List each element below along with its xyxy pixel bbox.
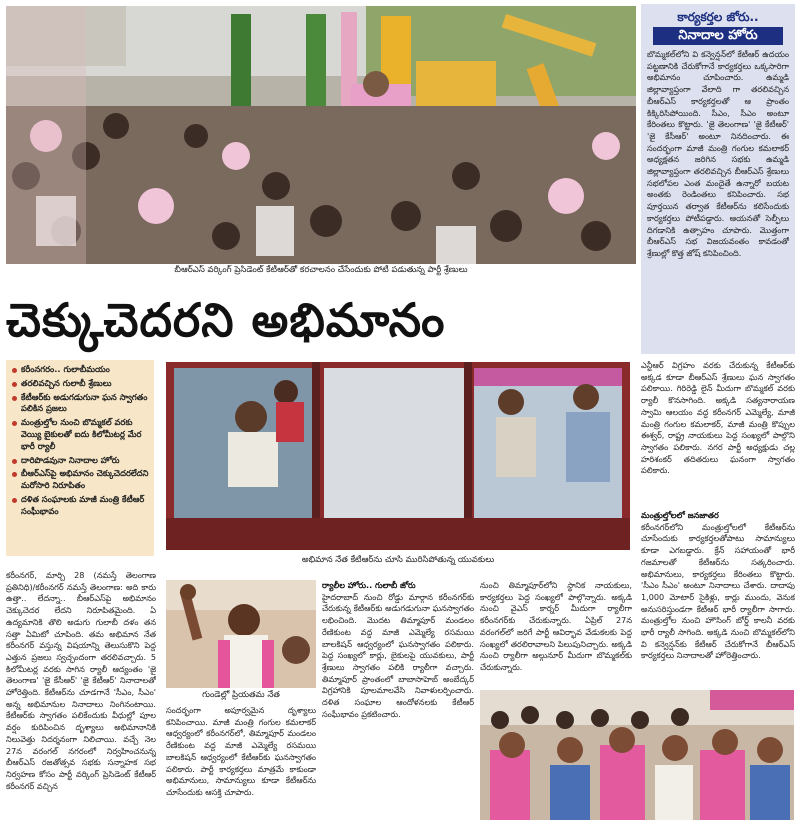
column-5-subhead: మంత్రుల్తోలలో జనజాతర	[641, 510, 719, 520]
sidebar-box	[641, 4, 795, 354]
column-4-text: నుంచి తిమ్మాపూర్‌లోని స్థానిక నాయకులు, కార్యకర్తలు పెద్ద సంఖ్యలో పాల్గొన్నారు. అక్కడి నుంచి వైఎస్ కార్నర్ మీదుగా ర్యాలీగా కరీంనగర్‌కు చేరుకున్నారు. ఏప్రిల్ 27న వరంగల్‌లో జరిగే పార్టీ ఆవిర్భావ వేడుకలకు పెద్ద సంఖ్యలో తరలిరావాలని పిలుపునిచ్చారు. అక్కడి నుంచి ర్యాలీగా అల్గునూర్ మీదుగా బొమ్మకల్‌కు చేరుకున్నారు.	[480, 580, 632, 672]
middle-photo-caption: అభిమాన నేత కేటీఆర్‌ను చూసి మురిసిపోతున్న యువకులు	[301, 555, 495, 565]
column-5-bottom	[641, 510, 795, 690]
middle-photo-youths	[166, 362, 630, 550]
small-photo-supporter	[166, 580, 316, 688]
column-5-top-text: ఎన్టీఆర్ విగ్రహం వరకు చేరుకున్న కేటీఆర్‌కు అక్కడ కూడా బీఆర్‌ఎస్ శ్రేణులు ఘన స్వాగతం పలికాయి. గిరిరెడ్డి లైన్ మీదుగా బొమ్మకల్ వరకు ర్యాలీ కొనసాగింది. అక్కడి సత్యనారాయణ స్వామి ఆలయం వద్ద కరీంనగర్ ఎమ్మెల్యే, మాజీ మంత్రి గంగుల కమలాకర్, మాజీ మంత్రి కొప్పుల ఈశ్వర్, రాష్ట్ర నాయకులు పెద్ద సంఖ్యలో పాల్గొని స్వాగతం పలికారు. నగర పార్టీ అధ్యక్షుడు చల్ల హరిశంకర్ తదితరులు ఘనంగా స్వాగతం పలికారు.	[641, 360, 795, 476]
column-3-text: హైదరాబాద్ నుంచి రోడ్డు మార్గాన కరీంనగర్‌కు చేరుకున్న కేటీఆర్‌కు అడుగడుగునా ఘనస్వాగతం లభించింది. మొదట తిమ్మాపూర్ మండలం రేణికుంట వద్ద మాజీ ఎమ్మెల్యే రసమయి బాలకిషన్ ఆధ్వర్యంలో ఘనస్వాగతం పలికారు. పెద్ద సంఖ్యలో కార్లు, బైకులపై యువకులు, పార్టీ శ్రేణులు స్వాగతం పలికి ర్యాలీగా వచ్చారు. తిమ్మాపూర్ ప్రాంతంలో బాబాసాహెబ్ అంబేద్కర్ విగ్రహానికి పూలమాలవేసి నివాళులర్పించారు. దళిత సంఘాల ఆందోళనలకు కేటీఆర్ సంఘీభావం ప్రకటించారు.	[322, 591, 474, 719]
bottom-photo-women	[480, 690, 794, 820]
top-photo-crowd	[6, 6, 636, 264]
top-photo-caption: బీఆర్‌ఎస్ వర్కింగ్ ప్రెసిడెంట్ కేటీఆర్‌తో కరచాలనం చేసేందుకు పోటీ పడుతున్న పార్టీ శ్రేణులు	[174, 265, 468, 275]
highlight-item: దళిత సంఘాలకు మాజీ మంత్రి కేటీఆర్ సంఘీభావం	[10, 494, 150, 518]
headline: చెక్కుచెదరని అభిమానం	[6, 293, 446, 347]
column-3	[322, 580, 474, 820]
column-1-text: కరీంనగర్, మార్చి 28 (నమస్తే తెలంగాణ ప్రతినిధి)/కరీంనగర్ నమస్తే తెలంగాణ: అది కారు ఉత్తా.. లేదన్నా.. బీఆర్‌ఎస్‌పై అభిమానం చెక్కుచెదర లేదని నిరూపితమైంది. ఏ ఉద్యమానికి తొలి అడుగు గులాబీ దళం తన సత్తా ఏమిటో చూపింది. తమ అభిమాన నేత కరీంనగర్ వస్తున్న విషయాన్ని తెలుసుకొని పెద్ద ఎత్తున ప్రజలు స్వచ్ఛందంగా తరలివచ్చారు. 5 కిలోమీటర్ల వరకు సాగిన ర్యాలీ ఆద్యంతం 'జై తెలంగాణ' 'జై కేసీఆర్' 'జై కేటీఆర్' నినాదాలతో హోరెత్తింది. కేటీఆర్‌ను చూడగానే 'సీఎం, సీఎం' అన్న అభిమానుల నినాదాలు నింగినంటాయి. కేటీఆర్‌కు స్వాగతం పలికేందుకు వీధుల్లో పూల వర్షం కురిపించిన దృశ్యాలు అభిమానానికి నిలువెత్తు నిదర్శనంగా నిలిచాయి. వచ్చే నెల 27న వరంగల్ నగరంలో నిర్వహించనున్న బీఆర్‌ఎస్ రజతోత్సవ సభకు సన్నాహక సభ నిర్వహణ కోసం పార్టీ వర్కింగ్ ప్రెసిడెంట్ కేటీఆర్ కరీంనగర్ వచ్చిన	[6, 570, 156, 791]
highlight-item: కరీంనగరం.. గులాబీమయం	[10, 364, 150, 376]
highlight-item: బీఆర్‌ఎస్‌పై అభిమానం చెక్కుచెదరలేదని మరోసారి నిరూపితం	[10, 468, 150, 492]
sidebar-heading-2: నినాదాల హోరు	[653, 27, 783, 45]
highlight-item: కేటీఆర్‌కు అడుగడుగునా ఘన స్వాగతం పలికిన ప్రజలు	[10, 392, 150, 416]
highlights-box	[6, 360, 154, 556]
sidebar-body: బొమ్మకల్‌లోని వి కన్వెన్షన్‌లో కేటీఆర్ ఉదయం పట్టణానికి చేరుకోగానే కార్యకర్తలు ఒక్కసారిగా అభిమానం చూపించారు. ఉమ్మడి జిల్లావ్యాప్తంగా వేలాది గా తరలివచ్చిన బీఆర్‌ఎస్ కార్యకర్తలతో ఆ ప్రాంతం కిక్కిరిసిపోయింది. సీఎం, సీఎం అంటూ కేరింతలు కొట్టారు. 'జై తెలంగాణ' 'జై కేటీఆర్' 'జై కేసీఆర్' అంటూ నినదించారు. ఈ సందర్భంగా మాజీ మంత్రి గంగుల కమలాకర్ అధ్యక్షతన జరిగిన సభకు ఉమ్మడి జిల్లావ్యాప్తంగా తరలివచ్చిన బీఆర్‌ఎస్ శ్రేణులు సభలోపల ఎంత మందైతే ఉన్నారో బయట అంతకు రెండింతలు కనిపించారు. సభ పూర్తయిన తర్వాత కేటీఆర్‌ను కలిసేందుకు కార్యకర్తలు పోటీపడ్డారు. ఆయనతో సెల్ఫీలు దిగడానికి ఉత్సాహం చూపారు. మొత్తంగా బీఆర్‌ఎస్ సభ విజయవంతం కావడంతో శ్రేణుల్లో కొత్త జోష్ కనిపించింది.	[647, 49, 789, 258]
small-photo-caption: గుండెల్లో ప్రియతమ నేత	[202, 690, 280, 700]
column-5-bottom-text: కరీంనగర్‌లోని మంత్రుల్తోలలో కేటీఆర్‌ను చూసేందుకు కార్యకర్తలతోపాటు సామాన్యులు కూడా ఎగబడ్డారు. క్రేన్ సహాయంతో భారీ గజమాలతో కేటీఆర్‌ను సత్కరించారు. అభిమానులు, కార్యకర్తలు కేరింతలు కొట్టారు. 'సీఎం సీఎం' అంటూ నినాదాలు చేశారు. దాదాపు 1,000 మోటార్ సైకిళ్లు, కార్లు ముందు, వెనుక అనుసరిస్తుండగా కేటీఆర్ భారీ ర్యాలీగా సాగారు. మంత్రుల్తోల నుంచి హౌసింగ్ బోర్డ్ కాలనీ వరకు భారీ ర్యాలీ సాగింది. అక్కడి నుంచి బొమ్మకల్‌లోని వి కన్వెన్షన్‌కు కేటీఆర్ చేరుకోగానే బీఆర్‌ఎస్ కార్యకర్తలు నినాదాలతో హోరెత్తించారు.	[641, 521, 795, 661]
highlight-item: మంత్రుల్తోల నుంచి బొమ్మకల్ వరకు వెయ్యి బైకులతో ఐదు కిలోమీటర్ల మేర భారీ ర్యాలీ	[10, 417, 150, 452]
sidebar-heading-1: కార్యకర్తల జోరు..	[677, 10, 759, 24]
highlight-item: తరలివచ్చిన గులాబీ శ్రేణులు	[10, 378, 150, 390]
column-2-text: సందర్భంగా అపూర్వమైన దృశ్యాలు కనిపించాయి. మాజీ మంత్రి గంగుల కమలాకర్ ఆధ్వర్యంలో కరీంనగర్‌లో, తిమ్మాపూర్ మండలం రేణికుంట వద్ద మాజీ ఎమ్మెల్యే రసమయి బాలకిషన్ ఆధ్వర్యంలో కేటీఆర్‌కు ఘనస్వాగతం పలికారు. పార్టీ కార్యకర్తలు మాత్రమే కాకుండా అభిమానులు, సామాన్యులు కూడా కేటీఆర్‌ను చూసేందుకు ఆసక్తి చూపారు.	[166, 705, 316, 797]
highlight-item: దారిపొడవునా నినాదాల హోరు	[10, 455, 150, 467]
column-3-subhead: ర్యాలీల హోరు.. గులాబీ జోరు	[322, 580, 416, 590]
